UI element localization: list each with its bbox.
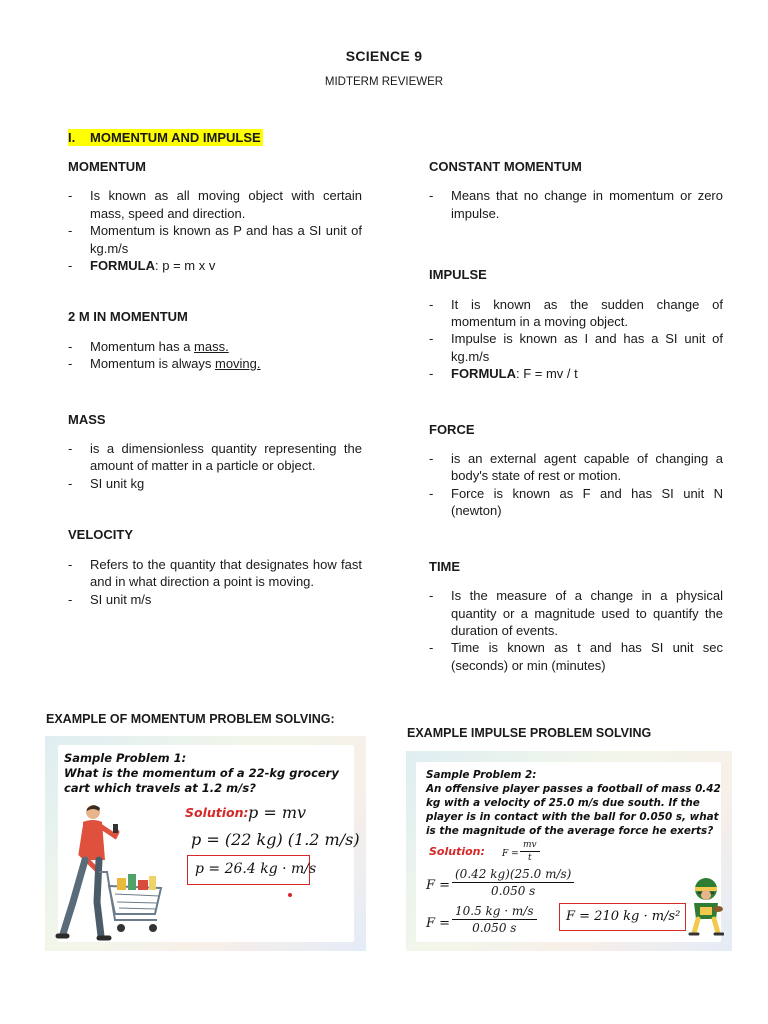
- bullet: - It is known as the sudden change of momentum in a moving object.: [429, 296, 723, 331]
- step-1-fraction: [452, 867, 574, 898]
- right-column: [429, 158, 723, 674]
- section-number: I.: [68, 130, 76, 145]
- heading-time: TIME: [429, 558, 461, 574]
- bullet: - SI unit kg: [68, 475, 362, 492]
- block-constant-momentum: [429, 158, 723, 222]
- answer-2: F = 210 kg · m/s²: [566, 909, 681, 924]
- block-velocity: [68, 526, 362, 608]
- bullet: - Force is known as F and has SI unit N (newton): [429, 485, 723, 520]
- heading-force: FORCE: [429, 421, 475, 437]
- bullet: - Means that no change in momentum or zero impulse.: [429, 187, 723, 222]
- text: Momentum is always: [90, 356, 215, 372]
- step-2-denominator: 0.050 s: [472, 921, 517, 935]
- example-impulse-heading: EXAMPLE IMPULSE PROBLEM SOLVING: [407, 726, 652, 740]
- block-mass: [68, 411, 362, 493]
- heading-mass: MASS: [68, 411, 106, 427]
- section-title: MOMENTUM AND IMPULSE: [90, 130, 261, 145]
- f-denominator: t: [528, 853, 532, 863]
- underlined-word: moving.: [214, 356, 261, 372]
- answer-1: p = 26.4 kg · m/s: [195, 861, 317, 877]
- step-1-numerator: (0.42 kg)(25.0 m/s): [452, 867, 574, 883]
- heading-2m: 2 M IN MOMENTUM: [68, 309, 188, 325]
- sample-problem-2-image: [406, 751, 732, 951]
- problem-2-text: [426, 768, 722, 838]
- red-dot: [288, 893, 292, 897]
- left-column: [68, 158, 362, 608]
- bullet: - Momentum is known as P and has a SI unit of kg.m/s: [68, 222, 362, 257]
- doc-subtitle: MIDTERM REVIEWER: [324, 76, 444, 88]
- formula-value: : p = m x v: [155, 258, 216, 274]
- step-2-fraction: [452, 904, 537, 935]
- bullet: - is a dimensionless quantity representing the amount of matter in a particle or object.: [68, 440, 362, 475]
- block-impulse: [429, 266, 723, 382]
- bullet: - Refers to the quantity that designates how fast and in what direction a point is moving.: [68, 556, 362, 591]
- solution-1-label: Solution:: [185, 805, 249, 820]
- example-momentum-heading: EXAMPLE OF MOMENTUM PROBLEM SOLVING:: [46, 712, 335, 726]
- block-time: [429, 558, 723, 674]
- doc-title: SCIENCE 9: [345, 48, 423, 64]
- bullet: - is an external agent capable of changing a body's state of rest or motion.: [429, 450, 723, 485]
- formula-label: FORMULA: [451, 366, 516, 382]
- block-momentum: [68, 158, 362, 274]
- bullet: [68, 257, 362, 274]
- problem-2-question: An offensive player passes a football of mass 0.42 kg with a velocity of 25.0 m/s due south. If the player is in contact with the ball for 0.050 s, what is the magnitude of the average force he exerts?: [426, 783, 721, 837]
- solution-2-label: Solution:: [429, 845, 485, 858]
- problem-2-label: Sample Problem 2:: [426, 769, 537, 781]
- eq-1-formula: p = mv: [248, 803, 307, 822]
- step-1-lhs: F =: [426, 878, 451, 893]
- problem-1-text: [64, 751, 354, 796]
- bullet: - Is known as all moving object with certain mass, speed and direction.: [68, 187, 362, 222]
- step-2-lhs: F =: [426, 916, 451, 931]
- block-force: [429, 421, 723, 520]
- f-lhs: F =: [502, 849, 519, 859]
- block-2m: [68, 308, 362, 372]
- problem-1-question: What is the momentum of a 22-kg grocery cart which travels at 1.2 m/s?: [64, 766, 339, 795]
- f-numerator: mv: [520, 840, 540, 852]
- heading-velocity: VELOCITY: [68, 527, 134, 543]
- bullet: - Time is known as t and has SI unit sec (seconds) or min (minutes): [429, 639, 723, 674]
- bullet: - SI unit m/s: [68, 591, 362, 608]
- bullet: [429, 365, 723, 382]
- step-2-numerator: 10.5 kg · m/s: [452, 904, 537, 920]
- formula-value: : F = mv / t: [516, 366, 578, 382]
- text: Momentum has a: [90, 338, 195, 354]
- shopper-with-cart-illustration: [53, 802, 165, 948]
- formula-label: FORMULA: [90, 258, 155, 274]
- problem-1-label: Sample Problem 1:: [64, 751, 187, 765]
- eq-1-substitution: p = (22 kg) (1.2 m/s): [191, 830, 360, 849]
- bullet: [68, 355, 362, 372]
- bullet: [68, 338, 362, 355]
- section-heading: [68, 129, 263, 146]
- heading-momentum: MOMENTUM: [68, 159, 146, 174]
- underlined-word: mass.: [194, 338, 229, 354]
- bullet: - Is the measure of a change in a physical quantity or a magnitude used to quantify the duration of events.: [429, 587, 723, 639]
- sample-problem-1-image: [45, 736, 366, 951]
- f-fraction: [520, 840, 540, 863]
- football-player-illustration: [688, 877, 724, 937]
- step-1-denominator: 0.050 s: [491, 884, 536, 898]
- bullet: - Impulse is known as I and has a SI unit of kg.m/s: [429, 330, 723, 365]
- heading-impulse: IMPULSE: [429, 267, 487, 283]
- heading-constant-momentum: CONSTANT MOMENTUM: [429, 159, 582, 174]
